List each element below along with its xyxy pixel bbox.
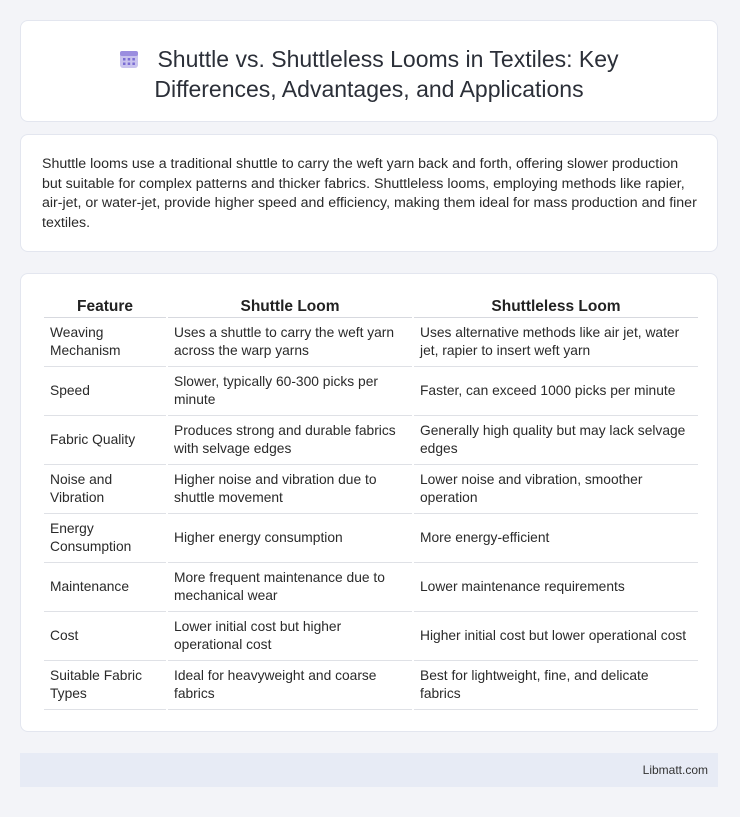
table-row <box>44 367 698 416</box>
header-shuttleless-loom: Shuttleless Loom <box>414 296 698 318</box>
shuttle-cell: Produces strong and durable fabrics with selvage edges <box>168 416 412 465</box>
page-title <box>21 44 717 104</box>
shuttle-cell: Slower, typically 60-300 picks per minute <box>168 367 412 416</box>
shuttleless-cell: Lower noise and vibration, smoother operation <box>414 465 698 514</box>
footer <box>20 753 718 787</box>
feature-cell: Weaving Mechanism <box>44 318 166 367</box>
shuttleless-cell: Faster, can exceed 1000 picks per minute <box>414 367 698 416</box>
table-row <box>44 318 698 367</box>
title-card <box>20 20 718 122</box>
comparison-card <box>20 273 718 732</box>
shuttleless-cell: Lower maintenance requirements <box>414 563 698 612</box>
table-header-row <box>44 296 698 318</box>
shuttle-cell: Higher energy consumption <box>168 514 412 563</box>
feature-cell: Fabric Quality <box>44 416 166 465</box>
shuttle-cell: Lower initial cost but higher operational cost <box>168 612 412 661</box>
header-shuttle-loom: Shuttle Loom <box>168 296 412 318</box>
header-feature: Feature <box>44 296 166 318</box>
shuttleless-cell: Uses alternative methods like air jet, water jet, rapier to insert weft yarn <box>414 318 698 367</box>
feature-cell: Maintenance <box>44 563 166 612</box>
title-line-1: Shuttle vs. Shuttleless Looms in Textiles: Key <box>157 46 619 72</box>
table-row <box>44 563 698 612</box>
shuttleless-cell: Best for lightweight, fine, and delicate fabrics <box>414 661 698 710</box>
title-line-2: Differences, Advantages, and Applications <box>154 76 584 102</box>
table-row <box>44 465 698 514</box>
shuttleless-cell: More energy-efficient <box>414 514 698 563</box>
intro-card <box>20 134 718 252</box>
comparison-table <box>42 296 700 710</box>
feature-cell: Energy Consumption <box>44 514 166 563</box>
intro-paragraph: Shuttle looms use a traditional shuttle to carry the weft yarn back and forth, offering slower production but suitable for complex patterns and thicker fabrics. Shuttleless looms, employing methods like rapier, air-jet, or water-jet, provide higher speed and efficiency, making them ideal for mass production and finer textiles. <box>42 156 697 231</box>
table-row <box>44 514 698 563</box>
feature-cell: Noise and Vibration <box>44 465 166 514</box>
shuttleless-cell: Generally high quality but may lack selvage edges <box>414 416 698 465</box>
calendar-icon <box>119 49 139 69</box>
table-row <box>44 661 698 710</box>
table-row <box>44 612 698 661</box>
feature-cell: Suitable Fabric Types <box>44 661 166 710</box>
shuttle-cell: Ideal for heavyweight and coarse fabrics <box>168 661 412 710</box>
footer-brand-link[interactable]: Libmatt.com <box>642 763 708 777</box>
shuttle-cell: Uses a shuttle to carry the weft yarn across the warp yarns <box>168 318 412 367</box>
shuttleless-cell: Higher initial cost but lower operational cost <box>414 612 698 661</box>
feature-cell: Cost <box>44 612 166 661</box>
table-row <box>44 416 698 465</box>
shuttle-cell: More frequent maintenance due to mechanical wear <box>168 563 412 612</box>
shuttle-cell: Higher noise and vibration due to shuttle movement <box>168 465 412 514</box>
feature-cell: Speed <box>44 367 166 416</box>
